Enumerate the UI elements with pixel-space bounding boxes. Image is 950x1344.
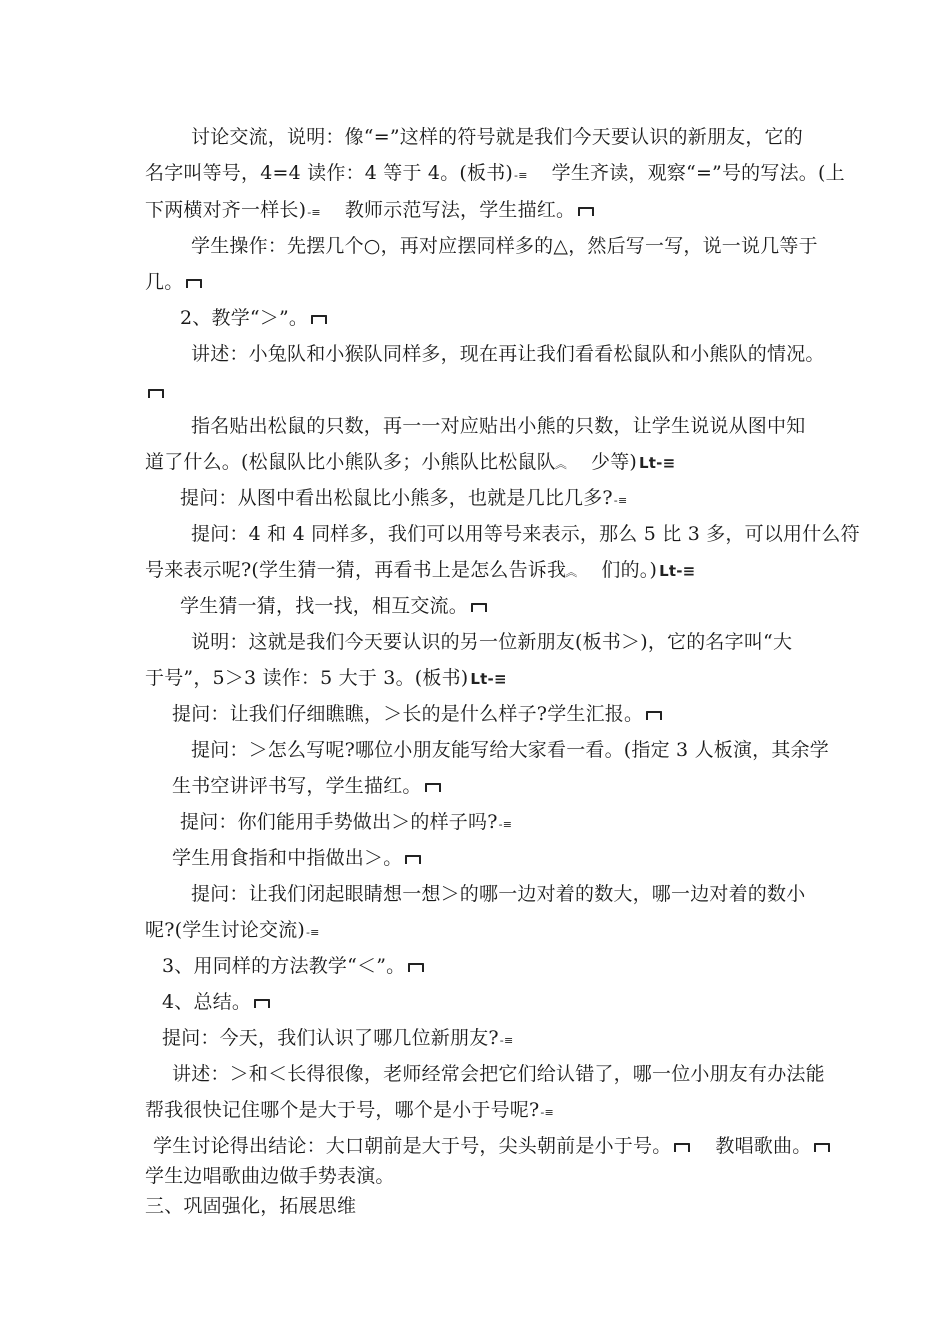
text-segment: 帮我很快记住哪个是大于号，哪个是小于号呢? <box>145 1099 540 1121</box>
text-line <box>191 414 805 438</box>
text-line <box>162 1026 513 1053</box>
text-line <box>191 738 829 762</box>
text-segment: 提问：你们能用手势做出＞的样子吗? <box>180 811 498 833</box>
text-line <box>191 522 860 546</box>
section-heading <box>180 306 328 330</box>
text-segment: 少等) <box>591 451 638 473</box>
lt-mark-icon: Lt-≡ <box>470 670 507 688</box>
text-segment: 三、巩固强化，拓展思维 <box>145 1195 357 1217</box>
text-segment: 提问：从图中看出松鼠比小熊多，也就是几比几多? <box>180 487 613 509</box>
edit-mark-icon <box>253 999 271 1008</box>
text-segment: 们的。) <box>601 559 658 581</box>
lt-mark-icon: Lt-≡ <box>639 454 676 472</box>
text-line <box>145 558 695 584</box>
text-segment: 2、教学“＞”。 <box>180 307 309 329</box>
edit-mark-icon <box>645 711 663 720</box>
text-line <box>145 918 320 945</box>
text-line <box>191 630 792 654</box>
text-segment: 号来表示呢?(学生猜一猜，再看书上是怎么告诉我 <box>145 559 567 581</box>
section-heading <box>162 954 425 978</box>
text-line <box>191 125 803 149</box>
edit-mark-icon <box>147 389 165 398</box>
caret-mark-icon: ︽ <box>565 565 578 579</box>
text-segment: 学生用食指和中指做出＞。 <box>172 847 403 869</box>
caret-mark-icon: ︽ <box>554 457 568 471</box>
edit-mark-icon <box>673 1143 691 1152</box>
text-segment: 提问：让我们仔细瞧瞧，＞长的是什么样子?学生汇报。 <box>172 703 644 725</box>
text-segment: 学生讨论得出结论：大口朝前是大于号，尖头朝前是小于号。 <box>153 1135 672 1157</box>
text-line <box>145 380 165 404</box>
text-line <box>180 486 627 513</box>
text-segment: 呢?(学生讨论交流) <box>145 919 306 941</box>
text-segment: 名字叫等号，4=4 读作：4 等于 4。(板书) <box>145 162 514 184</box>
text-line <box>145 270 203 294</box>
text-line <box>180 594 488 618</box>
text-line <box>172 702 663 726</box>
text-segment: 讨论交流，说明：像“=”这样的符号就是我们今天要认识的新朋友，它的 <box>191 126 803 148</box>
text-segment: 3、用同样的方法教学“＜”。 <box>162 955 406 977</box>
dash-equal-mark-icon: -≡ <box>613 494 628 507</box>
text-segment: 于号”，5＞3 读作：5 大于 3。(板书) <box>145 667 469 689</box>
dash-equal-mark-icon: -≡ <box>306 926 320 939</box>
edit-mark-icon <box>813 1143 831 1152</box>
edit-mark-icon <box>470 603 488 612</box>
text-segment: 讲述：＞和＜长得很像，老师经常会把它们给认错了，哪一位小朋友有办法能 <box>172 1063 825 1085</box>
text-segment: 教师示范写法，学生描红。 <box>344 199 576 221</box>
text-line <box>172 846 422 870</box>
text-segment: 学生齐读，观察“=”号的写法。(上 <box>551 162 845 184</box>
text-segment: 道了什么。(松鼠队比小熊队多；小熊队比松鼠队 <box>145 451 556 473</box>
text-line <box>191 234 818 258</box>
lt-mark-icon: Lt-≡ <box>659 562 696 580</box>
text-segment: 4、总结。 <box>162 991 252 1013</box>
text-segment: 提问：＞怎么写呢?哪位小朋友能写给大家看一看。(指定 3 人板演，其余学 <box>191 739 829 761</box>
text-segment: 下两横对齐一样长) <box>145 199 307 221</box>
text-line <box>145 1164 395 1188</box>
text-segment: 学生边唱歌曲边做手势表演。 <box>145 1165 395 1187</box>
text-segment: 教唱歌曲。 <box>715 1135 812 1157</box>
text-segment: 生书空讲评书写，学生描红。 <box>172 775 422 797</box>
edit-mark-icon <box>407 963 425 972</box>
text-line <box>191 882 805 906</box>
text-line <box>145 666 507 691</box>
dash-equal-mark-icon: -≡ <box>498 818 513 831</box>
text-line <box>145 198 595 225</box>
text-line <box>145 450 675 476</box>
edit-mark-icon <box>310 315 328 324</box>
text-segment: 提问：让我们闭起眼睛想一想＞的哪一边对着的数大，哪一边对着的数小 <box>191 883 806 905</box>
text-line <box>180 810 512 837</box>
section-heading <box>162 990 271 1014</box>
text-line <box>172 774 442 798</box>
text-line <box>172 1062 825 1086</box>
edit-mark-icon <box>185 279 203 288</box>
text-segment: 学生猜一猜，找一找，相互交流。 <box>180 595 469 617</box>
section-heading <box>145 1194 356 1218</box>
text-line <box>153 1134 831 1158</box>
dash-equal-mark-icon: -≡ <box>307 206 321 219</box>
text-segment: 学生操作：先摆几个○，再对应摆同样多的△，然后写一写，说一说几等于 <box>191 235 818 257</box>
dash-equal-mark-icon: -≡ <box>499 1034 514 1047</box>
text-segment: 指名贴出松鼠的只数，再一一对应贴出小熊的只数，让学生说说从图中知 <box>191 415 806 437</box>
text-line <box>191 342 825 366</box>
text-segment: 提问：4 和 4 同样多，我们可以用等号来表示，那么 5 比 3 多，可以用什么符 <box>191 523 860 545</box>
edit-mark-icon <box>404 855 422 864</box>
edit-mark-icon <box>424 783 442 792</box>
text-segment: 讲述：小兔队和小猴队同样多，现在再让我们看看松鼠队和小熊队的情况。 <box>191 343 825 365</box>
dash-equal-mark-icon: -≡ <box>514 169 528 182</box>
edit-mark-icon <box>577 207 595 216</box>
dash-equal-mark-icon: -≡ <box>540 1106 554 1119</box>
text-line <box>145 161 845 188</box>
text-segment: 说明：这就是我们今天要认识的另一位新朋友(板书＞)，它的名字叫“大 <box>191 631 793 653</box>
text-segment: 提问：今天，我们认识了哪几位新朋友? <box>162 1027 499 1049</box>
text-line <box>145 1098 554 1125</box>
text-segment: 几。 <box>145 271 184 293</box>
